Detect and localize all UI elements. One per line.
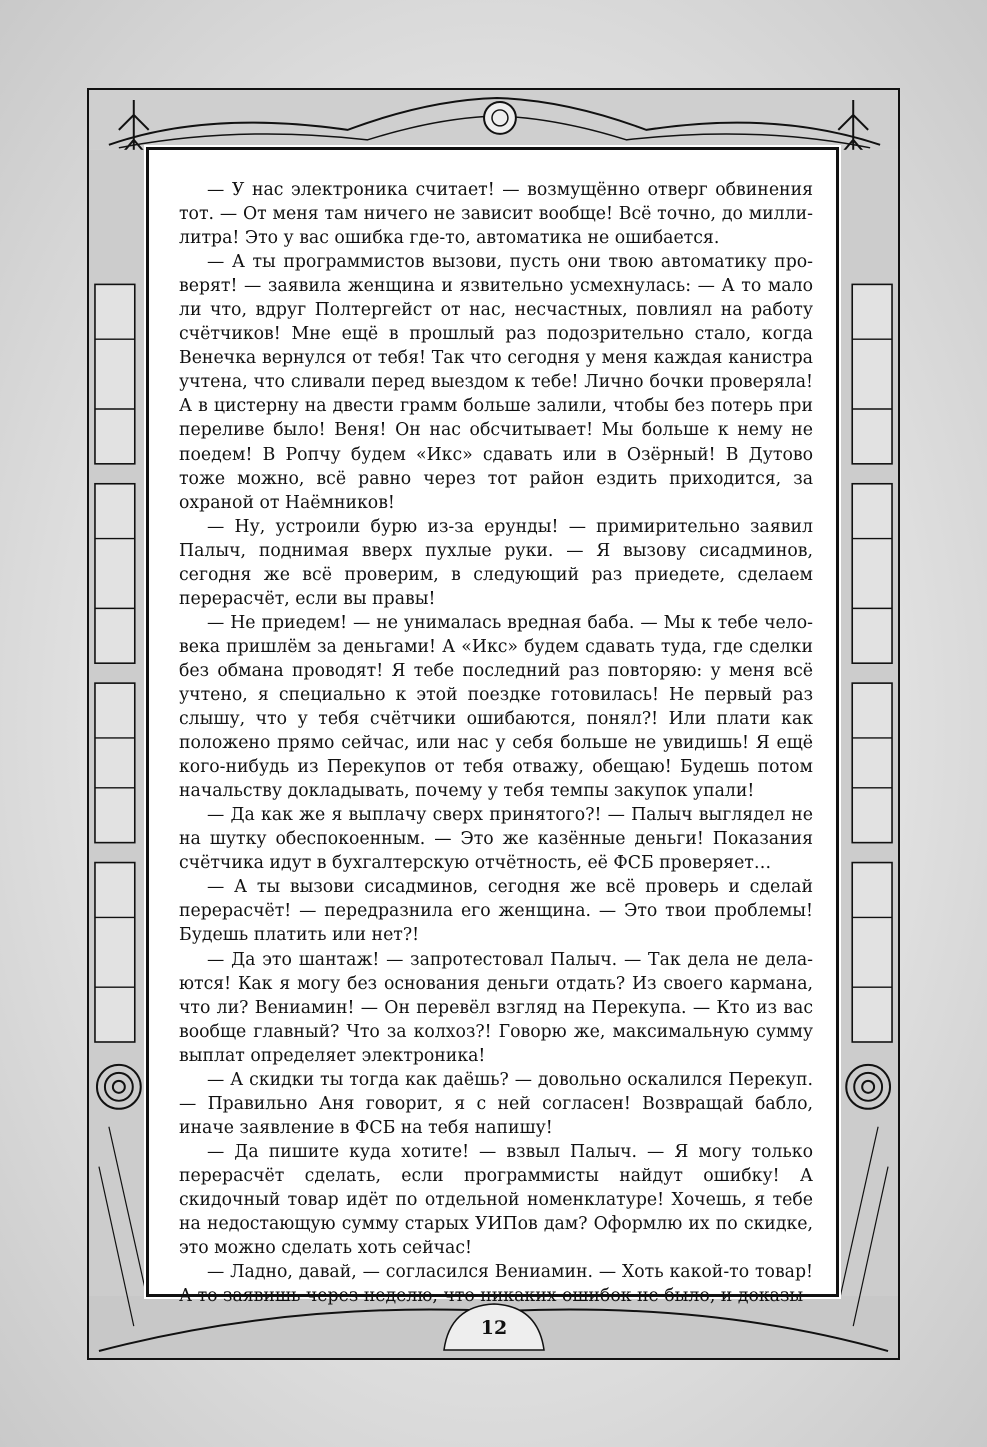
paragraph: — А скидки ты тогда как даёшь? — довольно оскалился Перекуп. — Правильно Аня говорит, я с ней согласен! Возвращай бабло, иначе заявление в ФСБ на тебя напишу!	[179, 1069, 813, 1138]
paragraph: — Да как же я выплачу сверх принятого?! — Палыч выглядел не на шутку обеспокоенным. — Это же казённые деньги! Показания счётчика идут в бухгалтерскую отчётность, её ФСБ проверяет…	[179, 805, 813, 874]
text-body	[179, 178, 813, 1308]
paragraph: — Да пишите куда хотите! — взвыл Палыч. — Я могу только перерасчёт сделать, если программисты найдут ошибку! А скидочный товар идёт по отдельной номенклатуре! Хочешь, я тебе на недостающую сумму старых УИПов дам? Оформлю их по скидке, это можно сделать хоть сейчас!	[179, 1141, 813, 1259]
page-number: 12	[480, 1317, 508, 1339]
paragraph: — Ладно, давай, — согласился Вениамин. — Хоть какой-то товар! А то заявишь через неделю, что никаких ошибок не было, и доказы-	[179, 1262, 813, 1307]
paragraph: — У нас электроника считает! — возмущённо отверг обвинения тот. — От меня там ничего не зависит вообще! Всё точно, до миллилитра! Это у вас ошибка где-то, автоматика не ошибается.	[179, 180, 813, 249]
paragraph: — А ты вызови сисадминов, сегодня же всё проверь и сделай перерасчёт! — передразнила его женщина. — Это твои проблемы! Будешь платить или нет?!	[179, 877, 813, 946]
paragraph: — Ну, устроили бурю из-за ерунды! — примирительно заявил Палыч, поднимая вверх пухлые руки. — Я вызову сисадминов, сегодня же всё проверим, в следующий раз приедете, сделаем перерасчёт, если вы правы!	[179, 516, 813, 609]
text-panel	[146, 147, 839, 1307]
paragraph: — Не приедем! — не унималась вредная баба. — Мы к тебе человека пришлём за деньгами! А «Икс» будем сдавать туда, где сделки без обмана проводят! Я тебе последний раз повторяю: у меня всё учтено, я специально к этой поездке готовилась! Не первый раз слышу, что у тебя счётчики ошибаются, понял?! Или плати как положено прямо сейчас, или нас у себя больше не увидишь! Я ещё кого-нибудь из Перекупов от тебя отважу, обещаю! Будешь потом начальству докладывать, почему у тебя темпы закупок упали!	[179, 612, 813, 802]
paragraph: — Да это шантаж! — запротестовал Палыч. — Так дела не делаются! Как я могу без основания деньги отдать? Из своего кармана, что ли? Вениамин! — Он перевёл взгляд на Перекупа. — Кто из вас вообще главный? Что за колхоз?! Говорю же, максимальную сумму выплат определяет электроника!	[179, 949, 813, 1066]
paragraph: — А ты программистов вызови, пусть они твою автоматику проверят! — заявила женщина и язвительно усмехнулась: — А то мало ли что, вдруг Полтергейст от нас, несчастных, повлиял на работу счётчиков! Мне ещё в прошлый раз подозрительно стало, когда Венечка вернулся от тебя! Так что сегодня у меня каждая канистра учтена, что сливали перед выездом к тебе! Лично бочки проверяла! А в цистерну на двести грамм больше залили, чтобы без потерь при переливе было! Веня! Он нас обсчитывает! Мы больше к нему не поедем! В Ропчу будем «Икс» сдавать или в Озёрный! В Дутово тоже можно, всё равно через тот район ездить приходится, за охраной от Наёмников!	[179, 252, 813, 513]
